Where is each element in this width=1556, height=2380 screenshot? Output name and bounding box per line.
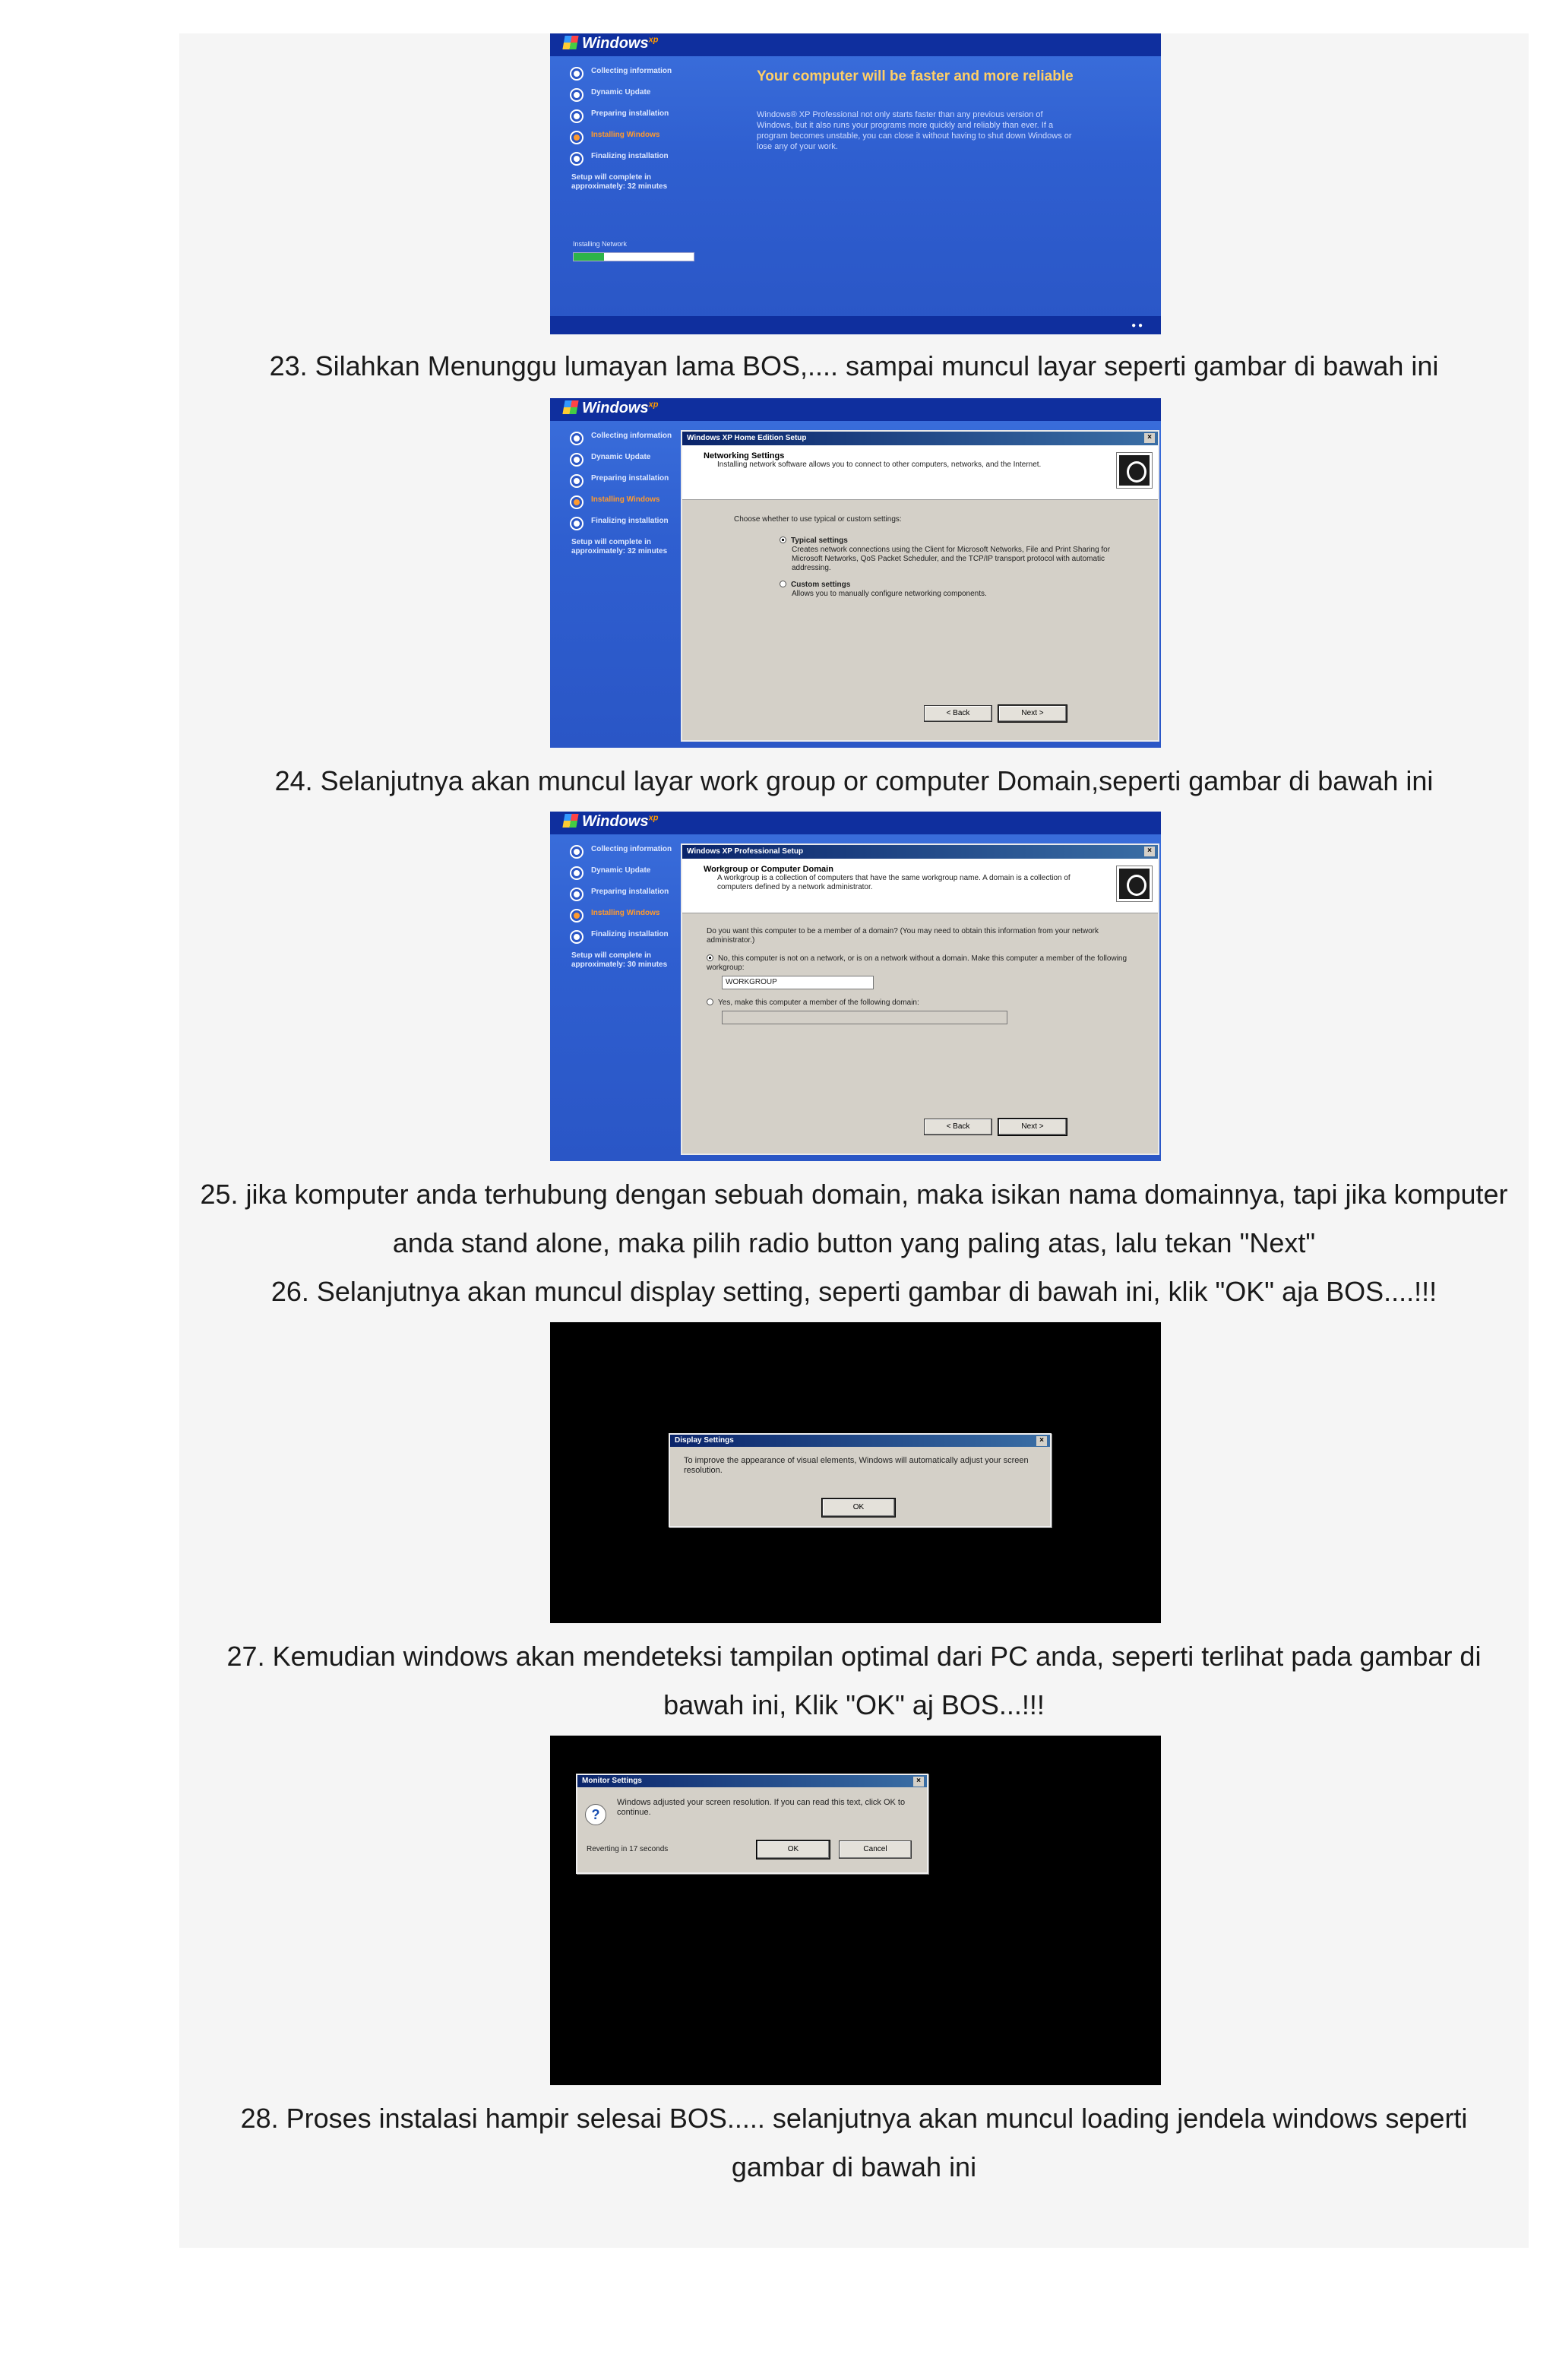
workgroup-input[interactable]: WORKGROUP xyxy=(722,976,874,989)
step-item xyxy=(571,866,678,878)
billboard-body: Windows® XP Professional not only starts faster than any previous version of Windows, but it also runs your programs more quickly and reliably than ever. If a program becomes unstable, you can close it without having to shut down Windows or lose any of your work. xyxy=(757,110,1072,151)
close-icon[interactable]: × xyxy=(1144,847,1155,856)
progress-fill xyxy=(574,253,604,261)
step-bullet-icon xyxy=(571,497,582,508)
step-bullet-icon xyxy=(571,476,582,486)
ok-button[interactable]: OK xyxy=(757,1840,830,1859)
xp-bottom-bar xyxy=(550,316,1161,334)
step-bullet-icon xyxy=(571,111,582,122)
caption-step-28-line2: gambar di bawah ini xyxy=(731,2151,977,2182)
screenshot-networking-settings xyxy=(550,398,1161,748)
billboard-headline: Your computer will be faster and more reliable xyxy=(757,68,1074,84)
screenshot-monitor-settings xyxy=(550,1736,1161,2085)
dialog-buttons xyxy=(924,1119,1067,1135)
windows-logo xyxy=(564,35,658,52)
dialog-title: Windows XP Home Edition Setup xyxy=(687,434,807,442)
step-label: Finalizing installation xyxy=(591,517,669,525)
question-icon: ? xyxy=(585,1804,606,1825)
step-bullet-icon xyxy=(571,847,582,857)
step-label: Finalizing installation xyxy=(591,152,669,160)
dialog-header xyxy=(682,445,1158,500)
step-bullet-icon xyxy=(571,68,582,79)
step-item xyxy=(571,109,685,122)
step-label: Preparing installation xyxy=(591,888,669,896)
domain-question: Do you want this computer to be a member of a domain? (You may need to obtain this information from your network administrator.) xyxy=(707,927,1099,945)
screenshot-display-settings xyxy=(550,1322,1161,1623)
workgroup-option[interactable] xyxy=(707,954,1140,973)
step-label: Installing Windows xyxy=(591,131,660,139)
step-label: Collecting information xyxy=(591,432,672,440)
step-bullet-icon xyxy=(571,889,582,900)
dialog-content xyxy=(577,1787,927,1825)
logo-text: Windows xyxy=(582,813,649,830)
ok-button[interactable]: OK xyxy=(822,1499,895,1517)
dialog-title: Monitor Settings xyxy=(582,1777,642,1785)
dialog-body xyxy=(682,913,1158,1044)
radio-icon[interactable] xyxy=(707,954,713,961)
choice-prompt: Choose whether to use typical or custom settings: xyxy=(734,515,902,524)
step-bullet-icon xyxy=(571,90,582,100)
caption-step-24: 24. Selanjutnya akan muncul layar work group or computer Domain,seperti gambar di bawah ini xyxy=(274,765,1434,796)
radio-icon[interactable] xyxy=(780,536,786,543)
windows-logo xyxy=(564,813,658,831)
step-bullet-icon xyxy=(571,153,582,164)
step-label: Finalizing installation xyxy=(591,930,669,938)
close-icon[interactable]: × xyxy=(913,1777,924,1787)
step-bullet-icon xyxy=(571,518,582,529)
dialog-buttons xyxy=(924,705,1067,722)
step-item xyxy=(571,67,685,79)
caption-step-27-line2: bawah ini, Klik "OK" aj BOS...!!! xyxy=(663,1689,1045,1720)
monitor-settings-dialog xyxy=(576,1774,928,1874)
setup-dialog xyxy=(681,430,1159,742)
option-description: Creates network connections using the Client for Microsoft Networks, File and Print Sharing for Microsoft Networks, QoS Packet Scheduler, and the TCP/IP transport protocol with automatic addressing. xyxy=(792,546,1111,572)
option-label: Typical settings xyxy=(791,536,848,545)
step-label: Dynamic Update xyxy=(591,453,651,461)
caption-step-25-line2: anda stand alone, maka pilih radio button yang paling atas, lalu tekan "Next" xyxy=(392,1227,1316,1258)
logo-suffix: xp xyxy=(648,35,659,45)
display-settings-dialog xyxy=(669,1433,1052,1527)
caption-step-26: 26. Selanjutnya akan muncul display setting, seperti gambar di bawah ini, klik "OK" aja BOS....!!! xyxy=(270,1276,1437,1307)
step-item xyxy=(571,453,678,465)
option-description: Allows you to manually configure networking components. xyxy=(792,590,987,598)
step-bullet-icon xyxy=(571,132,582,143)
dialog-titlebar xyxy=(682,432,1158,445)
dialog-message: To improve the appearance of visual elements, Windows will automatically adjust your screen resolution. xyxy=(684,1456,1029,1475)
step-item-active xyxy=(571,909,678,921)
dialog-message: Windows adjusted your screen resolution. If you can read this text, click OK to continue. xyxy=(617,1798,906,1817)
logo-text: Windows xyxy=(582,35,649,52)
close-icon[interactable]: × xyxy=(1036,1436,1047,1446)
dialog-titlebar xyxy=(670,1435,1050,1447)
screenshot-installing-windows xyxy=(550,33,1161,334)
step-label: Collecting information xyxy=(591,67,672,75)
dialog-heading: Networking Settings xyxy=(704,451,785,460)
dialog-titlebar xyxy=(682,845,1158,859)
setup-cd-icon xyxy=(1117,866,1152,901)
dialog-body xyxy=(682,500,1158,617)
time-remaining: Setup will complete in approximately: 32 minutes xyxy=(571,173,668,191)
step-item xyxy=(571,930,678,942)
domain-input[interactable] xyxy=(722,1011,1007,1024)
typical-settings-option[interactable] xyxy=(780,536,1140,546)
step-item xyxy=(571,888,678,900)
step-item xyxy=(571,152,685,164)
logo-suffix: xp xyxy=(648,400,659,410)
caption-step-23: 23. Silahkan Menunggu lumayan lama BOS,.... sampai muncul layar seperti gambar di bawah ini xyxy=(269,350,1439,381)
corner-dots: ● ● xyxy=(1131,321,1143,330)
progress-bar xyxy=(573,252,694,261)
next-button[interactable]: Next > xyxy=(998,705,1067,722)
step-item-active xyxy=(571,131,685,143)
dialog-header xyxy=(682,859,1158,913)
step-item-active xyxy=(571,495,678,508)
radio-icon[interactable] xyxy=(707,999,713,1005)
step-bullet-icon xyxy=(571,868,582,878)
dialog-subheading: Installing network software allows you to connect to other computers, networks, and the Internet. xyxy=(717,460,1042,469)
option-label: Custom settings xyxy=(791,581,851,589)
caption-step-27-line1: 27. Kemudian windows akan mendeteksi tampilan optimal dari PC anda, seperti terlihat pada gambar di xyxy=(226,1641,1482,1672)
logo-suffix: xp xyxy=(648,813,659,823)
step-label: Dynamic Update xyxy=(591,866,651,875)
dialog-heading: Workgroup or Computer Domain xyxy=(704,865,833,874)
step-item xyxy=(571,88,685,100)
step-label: Collecting information xyxy=(591,845,672,853)
step-bullet-icon xyxy=(571,454,582,465)
setup-steps xyxy=(571,67,685,191)
step-label: Dynamic Update xyxy=(591,88,651,97)
step-bullet-icon xyxy=(571,932,582,942)
step-item xyxy=(571,432,678,444)
setup-dialog xyxy=(681,843,1159,1155)
screenshot-workgroup-domain xyxy=(550,812,1161,1161)
step-bullet-icon xyxy=(571,910,582,921)
setup-steps xyxy=(571,845,678,970)
step-item xyxy=(571,845,678,857)
step-label: Preparing installation xyxy=(591,109,669,118)
step-label: Preparing installation xyxy=(591,474,669,483)
windows-flag-icon xyxy=(562,36,578,49)
time-remaining: Setup will complete in approximately: 30 minutes xyxy=(571,951,668,969)
back-button[interactable]: < Back xyxy=(924,705,992,722)
caption-step-28-line1: 28. Proses instalasi hampir selesai BOS..... selanjutnya akan muncul loading jendela windows seperti xyxy=(240,2103,1468,2134)
dialog-title: Windows XP Professional Setup xyxy=(687,847,804,856)
countdown-text: Reverting in 17 seconds xyxy=(587,1845,669,1853)
step-bullet-icon xyxy=(571,433,582,444)
option-label: Yes, make this computer a member of the following domain: xyxy=(718,999,919,1007)
logo-text: Windows xyxy=(582,400,649,416)
domain-option[interactable] xyxy=(707,999,1140,1008)
caption-step-25-line1: 25. jika komputer anda terhubung dengan sebuah domain, maka isikan nama domainnya, tapi jika komputer xyxy=(200,1179,1508,1210)
time-remaining: Setup will complete in approximately: 32 minutes xyxy=(571,538,668,555)
dialog-title: Display Settings xyxy=(675,1436,734,1445)
step-label: Installing Windows xyxy=(591,495,660,504)
progress-label: Installing Network xyxy=(573,240,628,248)
back-button[interactable]: < Back xyxy=(924,1119,992,1135)
close-icon[interactable]: × xyxy=(1144,433,1155,443)
dialog-subheading: A workgroup is a collection of computers that have the same workgroup name. A domain is a collection of computers defined by a network administrator. xyxy=(717,874,1071,891)
option-label: No, this computer is not on a network, or is on a network without a domain. Make this computer a member of the following workgroup: xyxy=(707,954,1127,972)
windows-flag-icon xyxy=(562,400,578,414)
setup-cd-icon xyxy=(1117,453,1152,488)
step-item xyxy=(571,474,678,486)
next-button[interactable]: Next > xyxy=(998,1119,1067,1135)
windows-flag-icon xyxy=(562,814,578,828)
setup-steps xyxy=(571,432,678,556)
dialog-titlebar xyxy=(577,1775,927,1787)
windows-logo xyxy=(564,400,658,417)
step-item xyxy=(571,517,678,529)
radio-icon[interactable] xyxy=(780,581,786,587)
cancel-button[interactable]: Cancel xyxy=(839,1840,912,1859)
step-label: Installing Windows xyxy=(591,909,660,917)
custom-settings-option[interactable] xyxy=(780,581,1140,590)
